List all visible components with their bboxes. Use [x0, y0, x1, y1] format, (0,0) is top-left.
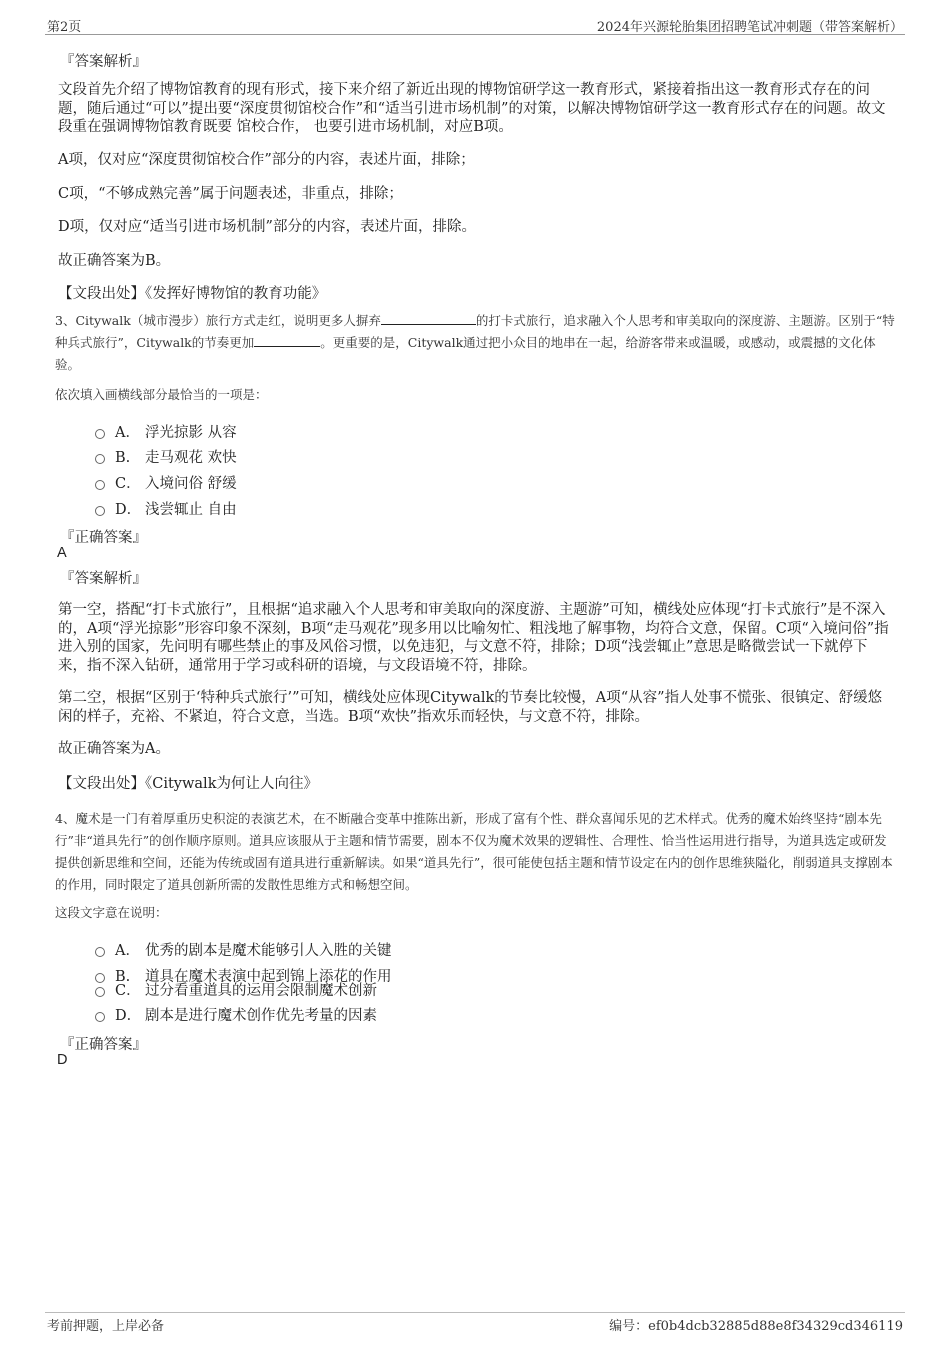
- q4-answer-label: 『正确答案』: [60, 1037, 147, 1053]
- q3-analysis-paragraph-2: 第二空，根据“区别于‘特种兵式旅行’”可知，横线处应体现Citywalk的节奏比较慢，A项“从容”指人处事不慌张、很镇定、舒缓悠闲的样子，充裕、不紧迫，符合文意，当选。B项“欢快”指欢乐而轻快，与文意不符，排除。: [58, 690, 883, 725]
- q3-option-c[interactable]: C． 入境问俗 舒缓: [95, 472, 237, 492]
- q3-option-d[interactable]: D． 浅尝辄止 自由: [95, 498, 237, 518]
- page-footer: [45, 1312, 905, 1333]
- q3-option-b[interactable]: B. 走马观花 欢快: [95, 446, 237, 466]
- q2-conclusion: 故正确答案为B。: [58, 253, 171, 269]
- radio-icon[interactable]: [95, 987, 105, 997]
- q3-answer-label: 『正确答案』: [60, 530, 147, 546]
- radio-icon[interactable]: [95, 947, 105, 957]
- q2-analysis-paragraph: 文段首先介绍了博物馆教育的现有形式，接下来介绍了新近出现的博物馆研学这一教育形式，紧接着指出这一教育形式存在的问题，随后通过“可以”提出要“深度贯彻馆校合作”和“适当引进市场机制”的对策，以解决博物馆研学这一教育形式存在的问题。故文段重在强调博物馆教育既要 馆校合作， 也要引进市场机制，对应B项。: [58, 82, 886, 135]
- q2-analysis-option-d: D项，仅对应“适当引进市场机制”部分的内容，表述片面，排除。: [58, 219, 476, 235]
- q3-source: 【文段出处】《Citywalk为何让人向往》: [58, 776, 318, 792]
- q4-stem: 4、魔术是一门有着厚重历史积淀的表演艺术，在不断融合变革中推陈出新，形成了富有个性、群众喜闻乐见的艺术样式。优秀的魔术始终坚持“剧本先行”非“道具先行”的创作顺序原则。道具应该服从于主题和情节需要，剧本不仅为魔术效果的逻辑性、合理性、恰当性运用进行指导，为道具选定或研发提供创新思维和空间，还能为传统或固有道具进行重新解读。如果“道具先行”，很可能使包括主题和情节设定在内的创作思维狭隘化，削弱道具支撑剧本的作用，同时限定了道具创新所需的发散性思维方式和畅想空间。: [55, 811, 893, 892]
- page-header: [45, 14, 905, 35]
- q2-analysis-option-c: C项，“不够成熟完善”属于问题表述，非重点，排除；: [58, 186, 403, 202]
- q3-stem-part1: 3、Citywalk（城市漫步）旅行方式走红，说明更多人摒弃: [55, 313, 381, 328]
- radio-icon[interactable]: [95, 480, 105, 490]
- q3-stem-part3: 。更重要的是，Citywalk通过把小众目的地串在一起，给游客带来或温暖，或感动，或震撼的文化体验。: [55, 335, 876, 372]
- page-number: 第2页: [47, 20, 82, 35]
- q3-blank-2: [254, 334, 320, 347]
- radio-icon[interactable]: [95, 429, 105, 439]
- q4-option-b[interactable]: B. 道具在魔术表演中起到锦上添花的作用: [95, 965, 392, 985]
- q4-answer: D: [57, 1052, 68, 1068]
- document-title: 2024年兴源轮胎集团招聘笔试冲刺题（带答案解析）: [596, 20, 903, 35]
- q4-option-d[interactable]: D． 剧本是进行魔术创作优先考量的因素: [95, 1004, 377, 1024]
- q3-analysis-label: 『答案解析』: [60, 571, 147, 587]
- q2-analysis-label: 『答案解析』: [60, 54, 147, 70]
- q3-stem-part2: 的打卡式旅行，追求融入个人思考和审美取向的深度游、主题游。区别于“特种兵式旅行”，Citywalk的节奏更加: [55, 313, 895, 350]
- q3-option-a[interactable]: A． 浮光掠影 从容: [95, 421, 237, 441]
- radio-icon[interactable]: [95, 1012, 105, 1022]
- q3-stem: [55, 310, 895, 376]
- q4-option-c[interactable]: C． 过分看重道具的运用会限制魔术创新: [95, 979, 377, 999]
- footer-slogan: 考前押题，上岸必备: [47, 1319, 165, 1334]
- q2-analysis-option-a: A项，仅对应“深度贯彻馆校合作”部分的内容，表述片面，排除；: [58, 152, 475, 168]
- q3-blank-1: [381, 312, 476, 325]
- q4-option-a[interactable]: A． 优秀的剧本是魔术能够引人入胜的关键: [95, 939, 392, 959]
- q3-prompt: 依次填入画横线部分最恰当的一项是：: [55, 387, 268, 402]
- q3-analysis-paragraph-1: 第一空，搭配“打卡式旅行”，且根据“追求融入个人思考和审美取向的深度游、主题游”可知，横线处应体现“打卡式旅行”是不深入的，A项“浮光掠影”形容印象不深刻，B项“走马观花”现多用以比喻匆忙、粗浅地了解事物，均符合文意，保留。C项“入境问俗”指进入别的国家，先问明有哪些禁止的事及风俗习惯，以免违犯，与文意不符，排除；D项“浅尝辄止”意思是略微尝试一下就停下来，指不深入钻研，通常用于学习或科研的语境，与文段语境不符，排除。: [58, 602, 889, 674]
- footer-document-id: 编号：ef0b4dcb32885d88e8f34329cd346119: [609, 1319, 903, 1334]
- radio-icon[interactable]: [95, 506, 105, 516]
- q3-conclusion: 故正确答案为A。: [58, 741, 170, 757]
- q3-answer: A: [57, 545, 67, 561]
- q4-prompt: 这段文字意在说明：: [55, 905, 168, 920]
- q2-source: 【文段出处】《发挥好博物馆的教育功能》: [58, 286, 327, 302]
- radio-icon[interactable]: [95, 454, 105, 464]
